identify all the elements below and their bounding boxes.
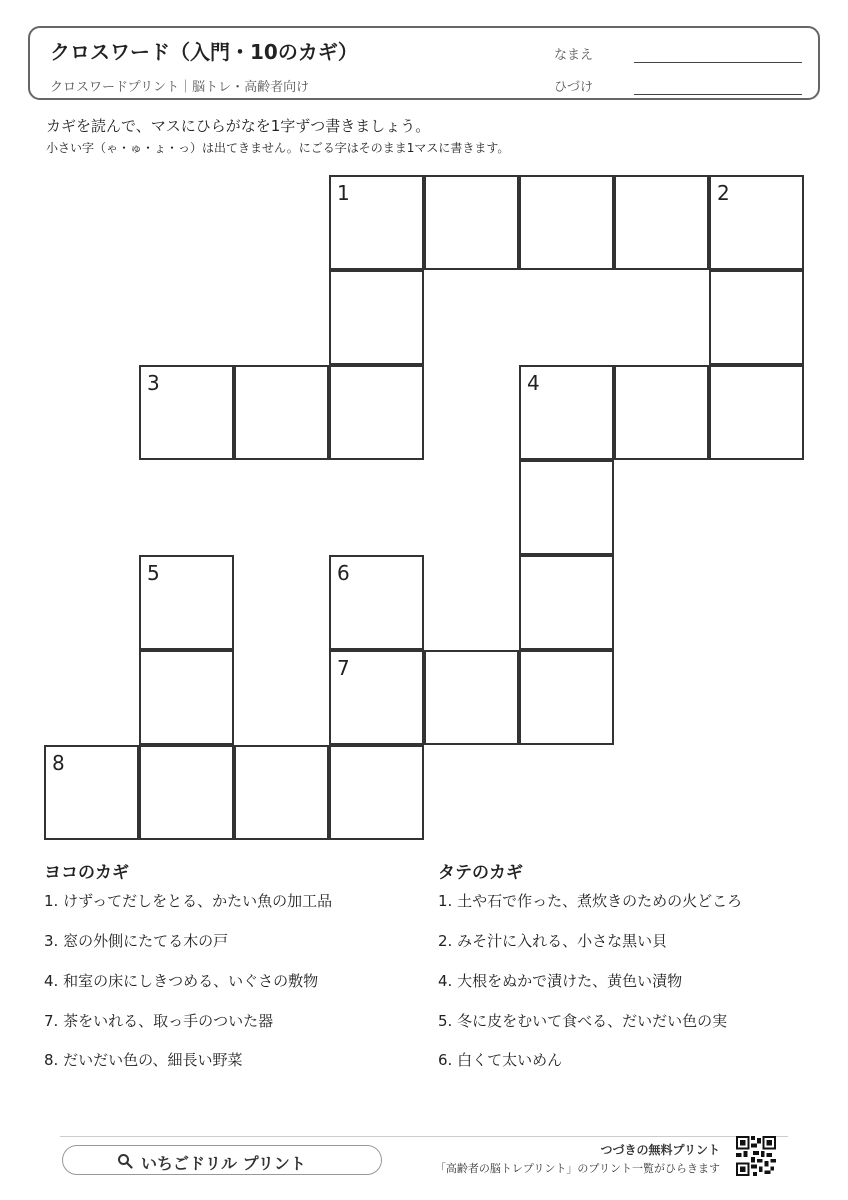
crossword-cell[interactable] bbox=[329, 745, 424, 840]
crossword-cell[interactable] bbox=[139, 555, 234, 650]
clue-number: 4 bbox=[527, 371, 540, 395]
crossword-cell[interactable] bbox=[329, 555, 424, 650]
crossword-cell[interactable] bbox=[614, 365, 709, 460]
across-clue: 3. 窓の外側にたてる木の戸 bbox=[44, 932, 229, 950]
promo-heading: つづきの無料プリント bbox=[600, 1143, 720, 1157]
down-clue: 6. 白くて太いめん bbox=[438, 1051, 563, 1069]
qr-code-icon[interactable] bbox=[736, 1136, 776, 1176]
crossword-cell[interactable] bbox=[329, 365, 424, 460]
clue-number: 5 bbox=[147, 561, 160, 585]
page-subtitle: クロスワードプリント｜脳トレ・高齢者向け bbox=[50, 80, 310, 95]
clue-number: 2 bbox=[717, 181, 730, 205]
crossword-cell[interactable] bbox=[329, 175, 424, 270]
across-clues-heading: ヨコのカギ bbox=[44, 863, 129, 883]
crossword-cell[interactable] bbox=[519, 555, 614, 650]
crossword-cell[interactable] bbox=[44, 745, 139, 840]
crossword-cell[interactable] bbox=[329, 650, 424, 745]
across-clue: 8. だいだい色の、細長い野菜 bbox=[44, 1051, 243, 1069]
crossword-cell[interactable] bbox=[234, 365, 329, 460]
crossword-cell[interactable] bbox=[709, 175, 804, 270]
clue-number: 8 bbox=[52, 751, 65, 775]
clue-number: 1 bbox=[337, 181, 350, 205]
crossword-cell[interactable] bbox=[139, 745, 234, 840]
down-clue: 4. 大根をぬかで漬けた、黄色い漬物 bbox=[438, 972, 683, 990]
crossword-cell[interactable] bbox=[139, 365, 234, 460]
date-label: ひづけ bbox=[554, 80, 594, 95]
crossword-cell[interactable] bbox=[519, 365, 614, 460]
clue-number: 7 bbox=[337, 656, 350, 680]
name-label: なまえ bbox=[554, 48, 594, 63]
crossword-cell[interactable] bbox=[329, 270, 424, 365]
across-clue: 1. けずってだしをとる、かたい魚の加工品 bbox=[44, 892, 333, 910]
site-search-label: いちごドリル プリント bbox=[141, 1154, 306, 1173]
instruction-main: カギを読んで、マスにひらがなを1字ずつ書きましょう。 bbox=[46, 117, 431, 135]
crossword-cell[interactable] bbox=[519, 175, 614, 270]
crossword-cell[interactable] bbox=[519, 650, 614, 745]
crossword-cell[interactable] bbox=[424, 175, 519, 270]
crossword-cell[interactable] bbox=[424, 650, 519, 745]
down-clue: 2. みそ汁に入れる、小さな黒い貝 bbox=[438, 932, 668, 950]
crossword-cell[interactable] bbox=[709, 270, 804, 365]
page-title: クロスワード（入門・10のカギ） bbox=[50, 40, 358, 64]
crossword-cell[interactable] bbox=[519, 460, 614, 555]
crossword-cell[interactable] bbox=[709, 365, 804, 460]
crossword-cell[interactable] bbox=[234, 745, 329, 840]
across-clue: 4. 和室の床にしきつめる、いぐさの敷物 bbox=[44, 972, 319, 990]
clue-number: 6 bbox=[337, 561, 350, 585]
crossword-cell[interactable] bbox=[614, 175, 709, 270]
down-clue: 5. 冬に皮をむいて食べる、だいだい色の実 bbox=[438, 1012, 728, 1030]
footer-divider bbox=[60, 1136, 788, 1137]
down-clues-heading: タテのカギ bbox=[438, 863, 523, 883]
promo-description: 「高齢者の脳トレプリント」のプリント一覧がひらきます bbox=[434, 1162, 720, 1175]
site-search-button[interactable] bbox=[62, 1145, 382, 1175]
crossword-cell[interactable] bbox=[139, 650, 234, 745]
instruction-note: 小さい字（ゃ・ゅ・ょ・っ）は出てきません。にごる字はそのまま1マスに書きます。 bbox=[46, 141, 510, 155]
down-clue: 1. 土や石で作った、煮炊きのための火どころ bbox=[438, 892, 743, 910]
clue-number: 3 bbox=[147, 371, 160, 395]
search-icon bbox=[117, 1153, 133, 1169]
across-clue: 7. 茶をいれる、取っ手のついた器 bbox=[44, 1012, 274, 1030]
